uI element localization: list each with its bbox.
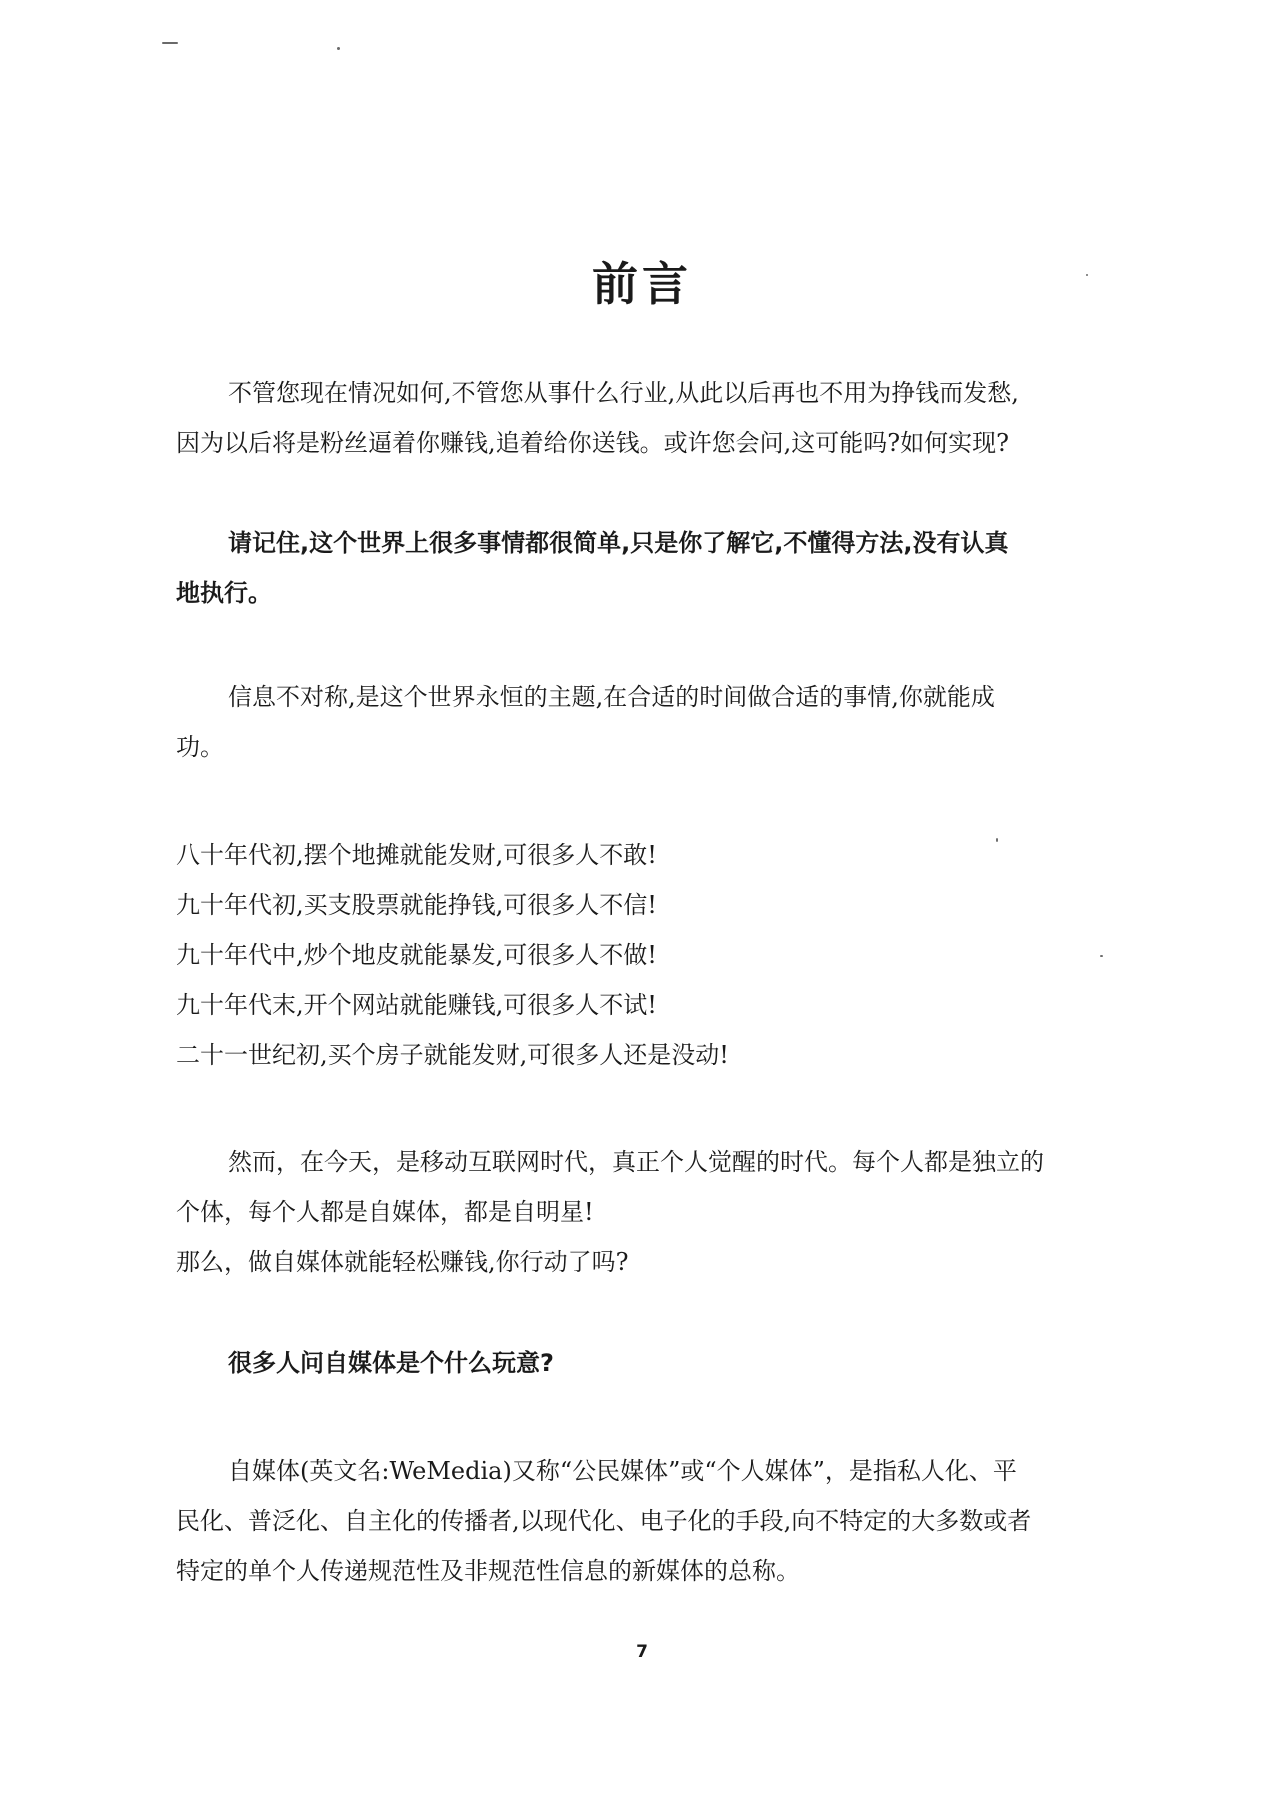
text-line: 不管您现在情况如何,不管您从事什么行业,从此以后再也不用为挣钱而发愁, bbox=[228, 379, 1019, 407]
page-number: 7 bbox=[636, 1642, 648, 1662]
list-item: 八十年代初,摆个地摊就能发财,可很多人不敢! bbox=[176, 841, 657, 869]
text-line: 那么，做自媒体就能轻松赚钱,你行动了吗? bbox=[176, 1248, 629, 1276]
text-line: 个体，每个人都是自媒体，都是自明星! bbox=[176, 1198, 594, 1226]
text-line: 然而，在今天，是移动互联网时代，真正个人觉醒的时代。每个人都是独立的 bbox=[228, 1148, 1044, 1176]
paragraph-question bbox=[176, 1338, 1116, 1388]
list-item: 九十年代初,买支股票就能挣钱,可很多人不信! bbox=[176, 891, 657, 919]
scan-speck bbox=[337, 47, 340, 50]
text-line: 很多人问自媒体是个什么玩意? bbox=[228, 1349, 554, 1377]
list-item: 九十年代中,炒个地皮就能暴发,可很多人不做! bbox=[176, 941, 657, 969]
list-item: 二十一世纪初,买个房子就能发财,可很多人还是没动! bbox=[176, 1041, 729, 1069]
text-line: 请记住,这个世界上很多事情都很简单,只是你了解它,不懂得方法,没有认真 bbox=[228, 529, 1009, 557]
text-line: 自媒体(英文名:WeMedia)又称“公民媒体”或“个人媒体”，是指私人化、平 bbox=[228, 1457, 1017, 1485]
paragraph-decades-list bbox=[176, 830, 1116, 1080]
paragraph-mobile-era bbox=[176, 1137, 1116, 1287]
paragraph-definition bbox=[176, 1446, 1116, 1596]
text-line: 功。 bbox=[176, 733, 224, 761]
page-title: 前言 bbox=[592, 257, 692, 311]
text-line: 信息不对称,是这个世界永恒的主题,在合适的时间做合适的事情,你就能成 bbox=[228, 683, 995, 711]
paragraph-remember bbox=[176, 518, 1116, 618]
text-line: 因为以后将是粉丝逼着你赚钱,追着给你送钱。或许您会问,这可能吗?如何实现? bbox=[176, 429, 1009, 457]
text-line: 民化、普泛化、自主化的传播者,以现代化、电子化的手段,向不特定的大多数或者 bbox=[176, 1507, 1032, 1535]
paragraph-intro bbox=[176, 368, 1116, 468]
scan-speck bbox=[162, 42, 178, 44]
paragraph-information bbox=[176, 672, 1116, 772]
text-line: 特定的单个人传递规范性及非规范性信息的新媒体的总称。 bbox=[176, 1557, 800, 1585]
text-line: 地执行。 bbox=[176, 579, 272, 607]
list-item: 九十年代末,开个网站就能赚钱,可很多人不试! bbox=[176, 991, 657, 1019]
